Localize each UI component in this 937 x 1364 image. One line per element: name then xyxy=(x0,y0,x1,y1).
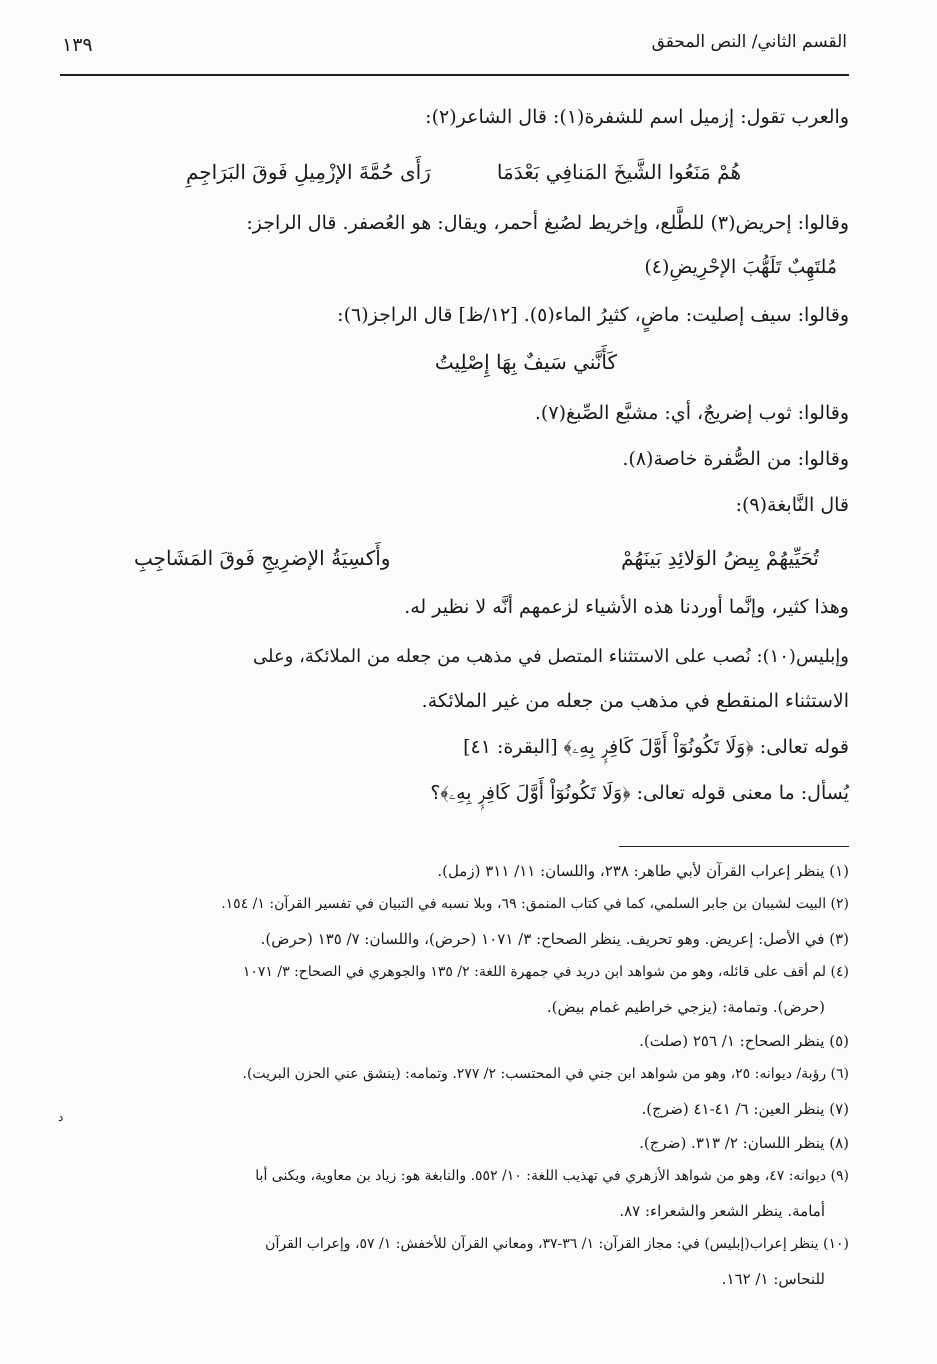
rajaz-verse: كَأَنَّني سَيفٌ بِهَا إِصْلِيتُ xyxy=(434,350,617,374)
footnote: (٩) ديوانه: ٤٧، وهو من شواهد الأزهري في تهذيب اللغة: ١٠/ ٥٥٢. والنابغة هو: زياد بن معاوية، ويكنى أبا xyxy=(255,1168,849,1184)
footnote-continuation: للنحاس: ١/ ١٦٢. xyxy=(721,1270,825,1288)
body-line: وإبليس(١٠): نُصب على الاستثناء المتصل في مذهب من جعله من الملائكة، وعلى xyxy=(252,646,849,667)
quran-quote-line: يُسأل: ما معنى قوله تعالى: ﴿وَلَا تَكُونُوٓاْ أَوَّلَ كَافِرِۭ بِهِۦ﴾؟ xyxy=(430,782,849,804)
margin-mark: د xyxy=(58,1110,64,1124)
rajaz-verse: مُلتَهِبٌ تَلَهُّبَ الإحْرِيضِ(٤) xyxy=(644,256,837,278)
footnote: (٧) ينظر العين: ٦/ ٤١-٤١ (ضرج). xyxy=(641,1100,849,1118)
verse-hemistich-right: تُحَيِّيهُمْ بِيضُ الوَلائِدِ بَينَهُمْ xyxy=(621,546,819,570)
footnote: (٤) لم أقف على قائله، وهو من شواهد ابن دريد في جمهرة اللغة: ٢/ ١٣٥ والجوهري في الصحاح: ٣/ ١٠٧١ xyxy=(242,964,849,980)
footnote: (٢) البيت لشيبان بن جابر السلمي، كما في كتاب المنمق: ٦٩، وبلا نسبه في التبيان في تفسير القرآن: ١/ ١٥٤. xyxy=(221,896,849,912)
footnote: (١) ينظر إعراب القرآن لأبي طاهر: ٢٣٨، واللسان: ١١/ ٣١١ (زمل). xyxy=(437,862,849,880)
body-line: وقالوا: من الصُّفرة خاصة(٨). xyxy=(622,448,849,470)
body-line: الاستثناء المنقطع في مذهب من جعله من غير الملائكة. xyxy=(421,690,849,712)
body-line: وهذا كثير، وإنَّما أوردنا هذه الأشياء لزعمهم أنَّه لا نظير له. xyxy=(404,596,849,618)
footnote-continuation: أمامة. ينظر الشعر والشعراء: ٨٧. xyxy=(619,1202,825,1220)
verse-hemistich-left: وأَكسِيَةُ الإضرِيجِ فَوقَ المَشَاجِبِ xyxy=(134,546,391,570)
page-number: ١٣٩ xyxy=(62,34,93,56)
body-line: وقالوا: إحريض(٣) للطَّلع، وإخريط لصُبغ أحمر، ويقال: هو العُصفر. قال الراجز: xyxy=(246,212,849,234)
footnote: (٨) ينظر اللسان: ٢/ ٣١٣. (ضرج). xyxy=(639,1134,849,1152)
body-line: وقالوا: سيف إصليت: ماضٍ، كثيرُ الماء(٥). [١٢/ظ] قال الراجز(٦): xyxy=(337,304,849,326)
verse-hemistich-left: رَأَى حُمَّةَ الإزْمِيلِ فَوقَ البَرَاجِمِ xyxy=(186,160,431,184)
footnote-rule xyxy=(619,846,849,847)
footnote: (٦) رؤبة/ ديوانه: ٢٥، وهو من شواهد ابن جني في المحتسب: ٢/ ٢٧٧. وتمامه: (ينشق عني الحزن البريت). xyxy=(242,1066,849,1082)
footnote: (٣) في الأصل: إعريض. وهو تحريف. ينظر الصحاح: ٣/ ١٠٧١ (حرض)، واللسان: ٧/ ١٣٥ (حرض). xyxy=(260,930,849,948)
quran-quote-line: قوله تعالى: ﴿وَلَا تَكُونُوٓاْ أَوَّلَ كَافِرِۭ بِهِۦ﴾ [البقرة: ٤١] xyxy=(463,736,849,758)
body-line: قال النَّابغة(٩): xyxy=(735,494,849,516)
verse-hemistich-right: هُمْ مَنَعُوا الشَّيخَ المَنافِي بَعْدَمَا xyxy=(496,160,741,184)
body-line: وقالوا: ثوب إضريجٌ، أي: مشبَّع الصِّبغ(٧). xyxy=(534,402,849,424)
footnote: (٥) ينظر الصحاح: ١/ ٢٥٦ (صلت). xyxy=(639,1032,849,1050)
footnote: (١٠) ينظر إعراب(إبليس) في: مجاز القرآن: ١/ ٣٦-٣٧، ومعاني القرآن للأخفش: ١/ ٥٧، وإعراب القرآن xyxy=(265,1236,849,1252)
header-rule xyxy=(60,74,849,76)
running-header: القسم الثاني/ النص المحقق xyxy=(651,32,847,52)
footnote-continuation: (حرض). وتمامة: (يزجي خراطيم غمام بيض). xyxy=(546,998,825,1016)
body-line: والعرب تقول: إزميل اسم للشفرة(١): قال الشاعر(٢): xyxy=(425,106,849,128)
